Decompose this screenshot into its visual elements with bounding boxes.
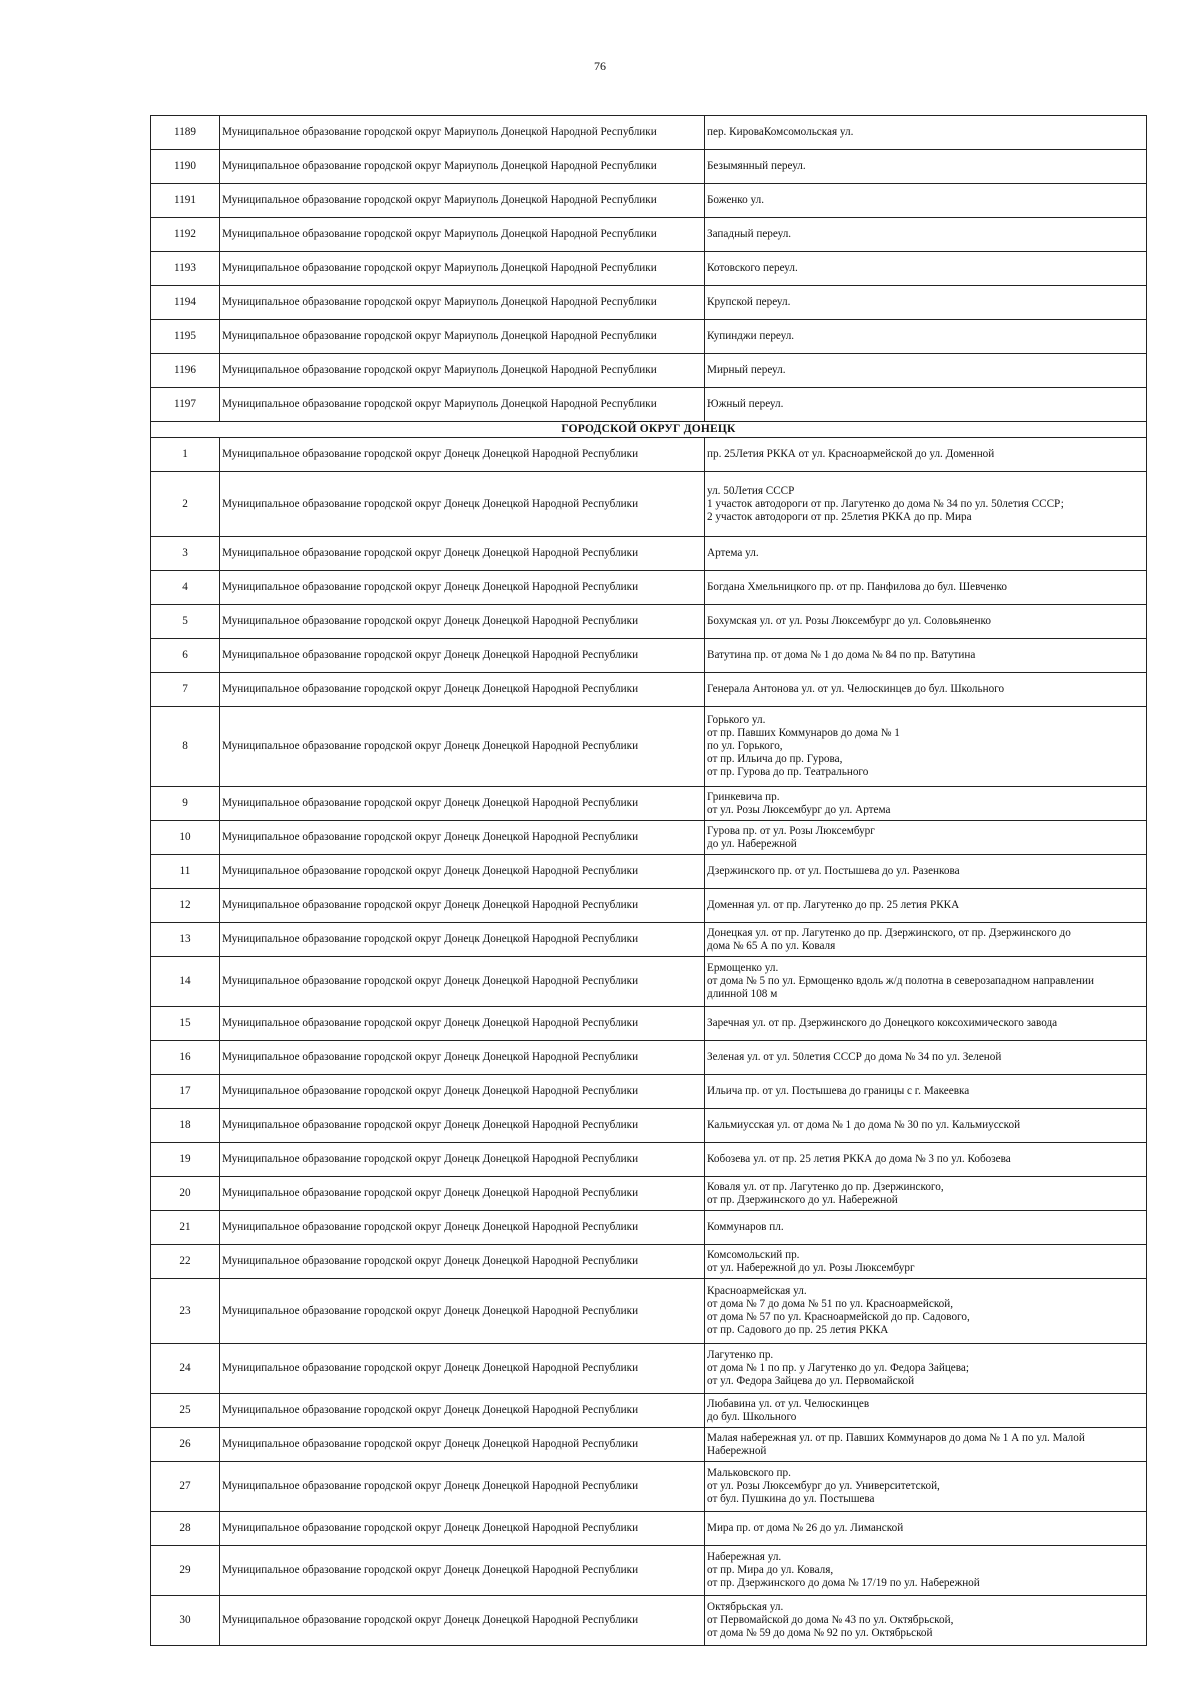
row-number: 15 [151, 1007, 220, 1041]
municipality-cell: Муниципальное образование городской округ Донецк Донецкой Народной Республики [220, 1075, 705, 1109]
municipality-cell: Муниципальное образование городской округ Мариуполь Донецкой Народной Республики [220, 320, 705, 354]
municipality-cell: Муниципальное образование городской округ Донецк Донецкой Народной Республики [220, 1394, 705, 1428]
row-number: 1189 [151, 116, 220, 150]
row-number: 10 [151, 821, 220, 855]
municipality-cell: Муниципальное образование городской округ Донецк Донецкой Народной Республики [220, 1143, 705, 1177]
road-description-line: Крупской переул. [707, 296, 791, 308]
row-number: 14 [151, 957, 220, 1007]
registry-body [151, 116, 1147, 1646]
road-description-line: Южный переул. [707, 398, 784, 410]
row-number: 23 [151, 1279, 220, 1344]
row-number: 8 [151, 707, 220, 787]
road-description-line: до ул. Набережной [707, 837, 797, 850]
table-row [151, 1211, 1147, 1245]
road-description-line: от пр. Дзержинского до дома № 17/19 по ул. Набережной [707, 1577, 980, 1589]
road-description-line: 2 участок автодороги от пр. 25летия РККА до пр. Мира [707, 510, 972, 523]
road-description-cell [705, 957, 1147, 1007]
municipality-cell: Муниципальное образование городской округ Донецк Донецкой Народной Республики [220, 1462, 705, 1512]
table-row [151, 639, 1147, 673]
road-description-line: от дома № 7 до дома № 51 по ул. Красноармейской, [707, 1298, 954, 1310]
municipality-cell: Муниципальное образование городской округ Донецк Донецкой Народной Республики [220, 1512, 705, 1546]
row-number: 28 [151, 1512, 220, 1546]
road-description-cell [705, 150, 1147, 184]
road-description-line: от дома № 5 по ул. Ермощенко вдоль ж/д полотна в северозападном направлении [707, 975, 1094, 987]
table-row [151, 218, 1147, 252]
road-description-cell [705, 472, 1147, 537]
road-description-cell [705, 787, 1147, 821]
road-description-line: Набережной [707, 1444, 767, 1457]
table-row [151, 1041, 1147, 1075]
road-description-line: Кальмиусская ул. от дома № 1 до дома № 30 по ул. Кальмиусской [707, 1119, 1021, 1131]
row-number: 22 [151, 1245, 220, 1279]
table-row [151, 184, 1147, 218]
row-number: 1190 [151, 150, 220, 184]
row-number: 1193 [151, 252, 220, 286]
table-row [151, 252, 1147, 286]
road-description-cell [705, 821, 1147, 855]
municipality-cell: Муниципальное образование городской округ Донецк Донецкой Народной Республики [220, 605, 705, 639]
table-row [151, 1245, 1147, 1279]
road-description-line: от дома № 1 по пр. у Лагутенко до ул. Федора Зайцева; [707, 1362, 969, 1374]
road-description-line: от бул. Пушкина до ул. Постышева [707, 1493, 875, 1505]
road-description-cell [705, 252, 1147, 286]
road-description-line: Гринкевича пр. [707, 790, 780, 803]
road-description-line: от пр. Павших Коммунаров до дома № 1 [707, 727, 900, 739]
road-description-line: Дзержинского пр. от ул. Постышева до ул. Разенкова [707, 865, 960, 877]
row-number: 20 [151, 1177, 220, 1211]
row-number: 19 [151, 1143, 220, 1177]
table-row [151, 1177, 1147, 1211]
road-description-line: Артема ул. [707, 547, 759, 559]
table-row [151, 889, 1147, 923]
road-description-cell [705, 1279, 1147, 1344]
row-number: 24 [151, 1344, 220, 1394]
municipality-cell: Муниципальное образование городской округ Донецк Донецкой Народной Республики [220, 923, 705, 957]
road-description-line: от дома № 57 по ул. Красноармейской до пр. Садового, [707, 1311, 970, 1323]
table-row [151, 1344, 1147, 1394]
road-description-line: Комсомольский пр. [707, 1248, 800, 1261]
road-description-line: Малая набережная ул. от пр. Павших Коммунаров до дома № 1 А по ул. Малой [707, 1431, 1085, 1444]
municipality-cell: Муниципальное образование городской округ Мариуполь Донецкой Народной Республики [220, 354, 705, 388]
table-row [151, 438, 1147, 472]
road-description-line: Котовского переул. [707, 262, 798, 274]
road-description-cell [705, 1177, 1147, 1211]
road-description-line: Гурова пр. от ул. Розы Люксембург [707, 824, 875, 837]
municipality-cell: Муниципальное образование городской округ Мариуполь Донецкой Народной Республики [220, 184, 705, 218]
road-description-cell [705, 855, 1147, 889]
row-number: 12 [151, 889, 220, 923]
road-description-line: Набережная ул. [707, 1551, 782, 1563]
table-row [151, 1109, 1147, 1143]
road-description-cell [705, 320, 1147, 354]
road-description-line: Октябрьская ул. [707, 1601, 784, 1613]
section-title: ГОРОДСКОЙ ОКРУГ ДОНЕЦК [151, 422, 1147, 438]
road-description-line: от ул. Розы Люксембург до ул. Университетской, [707, 1480, 940, 1492]
road-description-cell [705, 286, 1147, 320]
road-description-line: от Первомайской до дома № 43 по ул. Октябрьской, [707, 1614, 954, 1626]
road-description-line: до бул. Школьного [707, 1410, 797, 1423]
road-description-line: по ул. Горького, [707, 740, 783, 752]
road-description-line: дома № 65 А по ул. Коваля [707, 939, 836, 952]
road-description-cell [705, 1007, 1147, 1041]
section-header-row [151, 422, 1147, 438]
table-row [151, 1546, 1147, 1596]
road-description-line: от пр. Ильича до пр. Гурова, [707, 753, 843, 765]
table-row [151, 787, 1147, 821]
road-description-cell [705, 184, 1147, 218]
municipality-cell: Муниципальное образование городской округ Донецк Донецкой Народной Республики [220, 957, 705, 1007]
municipality-cell: Муниципальное образование городской округ Донецк Донецкой Народной Республики [220, 707, 705, 787]
municipality-cell: Муниципальное образование городской округ Донецк Донецкой Народной Республики [220, 1109, 705, 1143]
municipality-cell: Муниципальное образование городской округ Донецк Донецкой Народной Республики [220, 1041, 705, 1075]
row-number: 13 [151, 923, 220, 957]
row-number: 3 [151, 537, 220, 571]
municipality-cell: Муниципальное образование городской округ Донецк Донецкой Народной Республики [220, 855, 705, 889]
table-row [151, 116, 1147, 150]
table-row [151, 605, 1147, 639]
road-description-cell [705, 1546, 1147, 1596]
road-description-line: Бохумская ул. от ул. Розы Люксембург до ул. Соловьяненко [707, 615, 991, 627]
road-description-line: Ватутина пр. от дома № 1 до дома № 84 по пр. Ватутина [707, 649, 976, 661]
road-description-line: от пр. Мира до ул. Коваля, [707, 1564, 834, 1576]
road-description-cell [705, 707, 1147, 787]
road-description-cell [705, 1428, 1147, 1462]
road-description-line: Генерала Антонова ул. от ул. Челюскинцев до бул. Школьного [707, 683, 1005, 695]
municipality-cell: Муниципальное образование городской округ Мариуполь Донецкой Народной Республики [220, 388, 705, 422]
row-number: 1191 [151, 184, 220, 218]
table-row [151, 1279, 1147, 1344]
road-description-cell [705, 1075, 1147, 1109]
road-description-line: Западный переул. [707, 228, 792, 240]
table-row [151, 1462, 1147, 1512]
road-description-cell [705, 923, 1147, 957]
table-row [151, 1143, 1147, 1177]
road-description-cell [705, 116, 1147, 150]
municipality-cell: Муниципальное образование городской округ Мариуполь Донецкой Народной Республики [220, 150, 705, 184]
table-row [151, 821, 1147, 855]
road-description-line: Кобозева ул. от пр. 25 летия РККА до дома № 3 по ул. Кобозева [707, 1153, 1011, 1165]
road-description-cell [705, 1143, 1147, 1177]
table-row [151, 320, 1147, 354]
road-description-cell [705, 639, 1147, 673]
road-description-line: Богдана Хмельницкого пр. от пр. Панфилова до бул. Шевченко [707, 581, 1007, 593]
page-number: 76 [594, 59, 606, 73]
municipality-cell: Муниципальное образование городской округ Донецк Донецкой Народной Республики [220, 889, 705, 923]
road-description-line: ул. 50Летия СССР [707, 484, 795, 497]
road-description-line: Горького ул. [707, 714, 766, 726]
road-description-line: Купинджи переул. [707, 330, 795, 342]
table-row [151, 1596, 1147, 1646]
road-description-line: Лагутенко пр. [707, 1349, 774, 1361]
row-number: 11 [151, 855, 220, 889]
table-row [151, 388, 1147, 422]
municipality-cell: Муниципальное образование городской округ Донецк Донецкой Народной Республики [220, 639, 705, 673]
road-description-line: Коваля ул. от пр. Лагутенко до пр. Дзержинского, [707, 1180, 944, 1193]
road-description-line: длинной 108 м [707, 988, 778, 1000]
road-description-line: от дома № 59 до дома № 92 по ул. Октябрьской [707, 1627, 933, 1639]
road-description-line: Заречная ул. от пр. Дзержинского до Донецкого коксохимического завода [707, 1017, 1058, 1029]
row-number: 25 [151, 1394, 220, 1428]
municipality-cell: Муниципальное образование городской округ Донецк Донецкой Народной Республики [220, 1279, 705, 1344]
municipality-cell: Муниципальное образование городской округ Мариуполь Донецкой Народной Республики [220, 252, 705, 286]
municipality-cell: Муниципальное образование городской округ Донецк Донецкой Народной Республики [220, 1546, 705, 1596]
road-description-cell [705, 571, 1147, 605]
road-description-line: Ермощенко ул. [707, 962, 779, 974]
table-row [151, 1428, 1147, 1462]
road-description-cell [705, 1211, 1147, 1245]
road-description-line: от пр. Гурова до пр. Театрального [707, 766, 869, 778]
road-description-cell [705, 438, 1147, 472]
row-number: 4 [151, 571, 220, 605]
road-description-line: Боженко ул. [707, 194, 765, 206]
municipality-cell: Муниципальное образование городской округ Донецк Донецкой Народной Республики [220, 1428, 705, 1462]
municipality-cell: Муниципальное образование городской округ Донецк Донецкой Народной Республики [220, 571, 705, 605]
row-number: 30 [151, 1596, 220, 1646]
road-description-cell [705, 889, 1147, 923]
row-number: 18 [151, 1109, 220, 1143]
road-description-line: Безымянный переул. [707, 160, 806, 172]
road-description-cell [705, 537, 1147, 571]
road-description-line: Коммунаров пл. [707, 1221, 784, 1233]
municipality-cell: Муниципальное образование городской округ Мариуполь Донецкой Народной Республики [220, 218, 705, 252]
row-number: 9 [151, 787, 220, 821]
municipality-cell: Муниципальное образование городской округ Донецк Донецкой Народной Республики [220, 787, 705, 821]
road-description-cell [705, 1462, 1147, 1512]
road-description-line: Мирный переул. [707, 364, 786, 376]
row-number: 7 [151, 673, 220, 707]
road-description-line: 1 участок автодороги от пр. Лагутенко до дома № 34 по ул. 50летия СССР; [707, 497, 1064, 510]
row-number: 6 [151, 639, 220, 673]
table-row [151, 150, 1147, 184]
municipality-cell: Муниципальное образование городской округ Донецк Донецкой Народной Республики [220, 1344, 705, 1394]
road-description-cell [705, 354, 1147, 388]
row-number: 29 [151, 1546, 220, 1596]
row-number: 2 [151, 472, 220, 537]
municipality-cell: Муниципальное образование городской округ Донецк Донецкой Народной Республики [220, 1596, 705, 1646]
row-number: 1194 [151, 286, 220, 320]
table-row [151, 1512, 1147, 1546]
row-number: 1196 [151, 354, 220, 388]
table-row [151, 923, 1147, 957]
road-description-cell [705, 1041, 1147, 1075]
row-number: 26 [151, 1428, 220, 1462]
road-description-line: от ул. Розы Люксембург до ул. Артема [707, 803, 891, 816]
row-number: 21 [151, 1211, 220, 1245]
table-row [151, 571, 1147, 605]
row-number: 16 [151, 1041, 220, 1075]
row-number: 17 [151, 1075, 220, 1109]
road-description-cell [705, 1245, 1147, 1279]
road-description-line: от пр. Садового до пр. 25 летия РККА [707, 1324, 889, 1336]
road-description-cell [705, 218, 1147, 252]
municipality-cell: Муниципальное образование городской округ Мариуполь Донецкой Народной Республики [220, 286, 705, 320]
table-row [151, 957, 1147, 1007]
road-description-line: от ул. Федора Зайцева до ул. Первомайской [707, 1375, 915, 1387]
municipality-cell: Муниципальное образование городской округ Донецк Донецкой Народной Республики [220, 1211, 705, 1245]
road-description-line: пр. 25Летия РККА от ул. Красноармейской до ул. Доменной [707, 448, 995, 460]
municipality-cell: Муниципальное образование городской округ Донецк Донецкой Народной Республики [220, 1177, 705, 1211]
row-number: 1195 [151, 320, 220, 354]
table-row [151, 1394, 1147, 1428]
table-row [151, 354, 1147, 388]
municipality-cell: Муниципальное образование городской округ Донецк Донецкой Народной Республики [220, 821, 705, 855]
road-description-cell [705, 1596, 1147, 1646]
road-description-line: Донецкая ул. от пр. Лагутенко до пр. Дзержинского, от пр. Дзержинского до [707, 926, 1071, 939]
row-number: 27 [151, 1462, 220, 1512]
municipality-cell: Муниципальное образование городской округ Донецк Донецкой Народной Республики [220, 438, 705, 472]
table-row [151, 1075, 1147, 1109]
table-row [151, 707, 1147, 787]
roads-registry-table [150, 115, 1147, 1646]
municipality-cell: Муниципальное образование городской округ Донецк Донецкой Народной Республики [220, 1007, 705, 1041]
road-description-line: Любавина ул. от ул. Челюскинцев [707, 1397, 870, 1410]
row-number: 1197 [151, 388, 220, 422]
row-number: 5 [151, 605, 220, 639]
road-description-cell [705, 388, 1147, 422]
road-description-line: Доменная ул. от пр. Лагутенко до пр. 25 летия РККА [707, 899, 960, 911]
road-description-cell [705, 605, 1147, 639]
municipality-cell: Муниципальное образование городской округ Донецк Донецкой Народной Республики [220, 472, 705, 537]
table-row [151, 1007, 1147, 1041]
road-description-cell [705, 1344, 1147, 1394]
road-description-line: Ильича пр. от ул. Постышева до границы с г. Макеевка [707, 1085, 970, 1097]
table-row [151, 673, 1147, 707]
municipality-cell: Муниципальное образование городской округ Донецк Донецкой Народной Республики [220, 673, 705, 707]
road-description-line: Зеленая ул. от ул. 50летия СССР до дома № 34 по ул. Зеленой [707, 1051, 1002, 1063]
road-description-line: пер. КироваКомсомольская ул. [707, 126, 854, 138]
row-number: 1192 [151, 218, 220, 252]
road-description-line: от пр. Дзержинского до ул. Набережной [707, 1193, 898, 1206]
municipality-cell: Муниципальное образование городской округ Мариуполь Донецкой Народной Республики [220, 116, 705, 150]
road-description-cell [705, 673, 1147, 707]
road-description-line: от ул. Набережной до ул. Розы Люксембург [707, 1261, 915, 1274]
table-row [151, 286, 1147, 320]
municipality-cell: Муниципальное образование городской округ Донецк Донецкой Народной Республики [220, 537, 705, 571]
row-number: 1 [151, 438, 220, 472]
road-description-cell [705, 1394, 1147, 1428]
road-description-line: Красноармейская ул. [707, 1285, 807, 1297]
road-description-cell [705, 1512, 1147, 1546]
table-row [151, 472, 1147, 537]
road-description-line: Мира пр. от дома № 26 до ул. Лиманской [707, 1522, 904, 1534]
road-description-line: Мальковского пр. [707, 1467, 791, 1479]
municipality-cell: Муниципальное образование городской округ Донецк Донецкой Народной Республики [220, 1245, 705, 1279]
table-row [151, 855, 1147, 889]
table-row [151, 537, 1147, 571]
road-description-cell [705, 1109, 1147, 1143]
